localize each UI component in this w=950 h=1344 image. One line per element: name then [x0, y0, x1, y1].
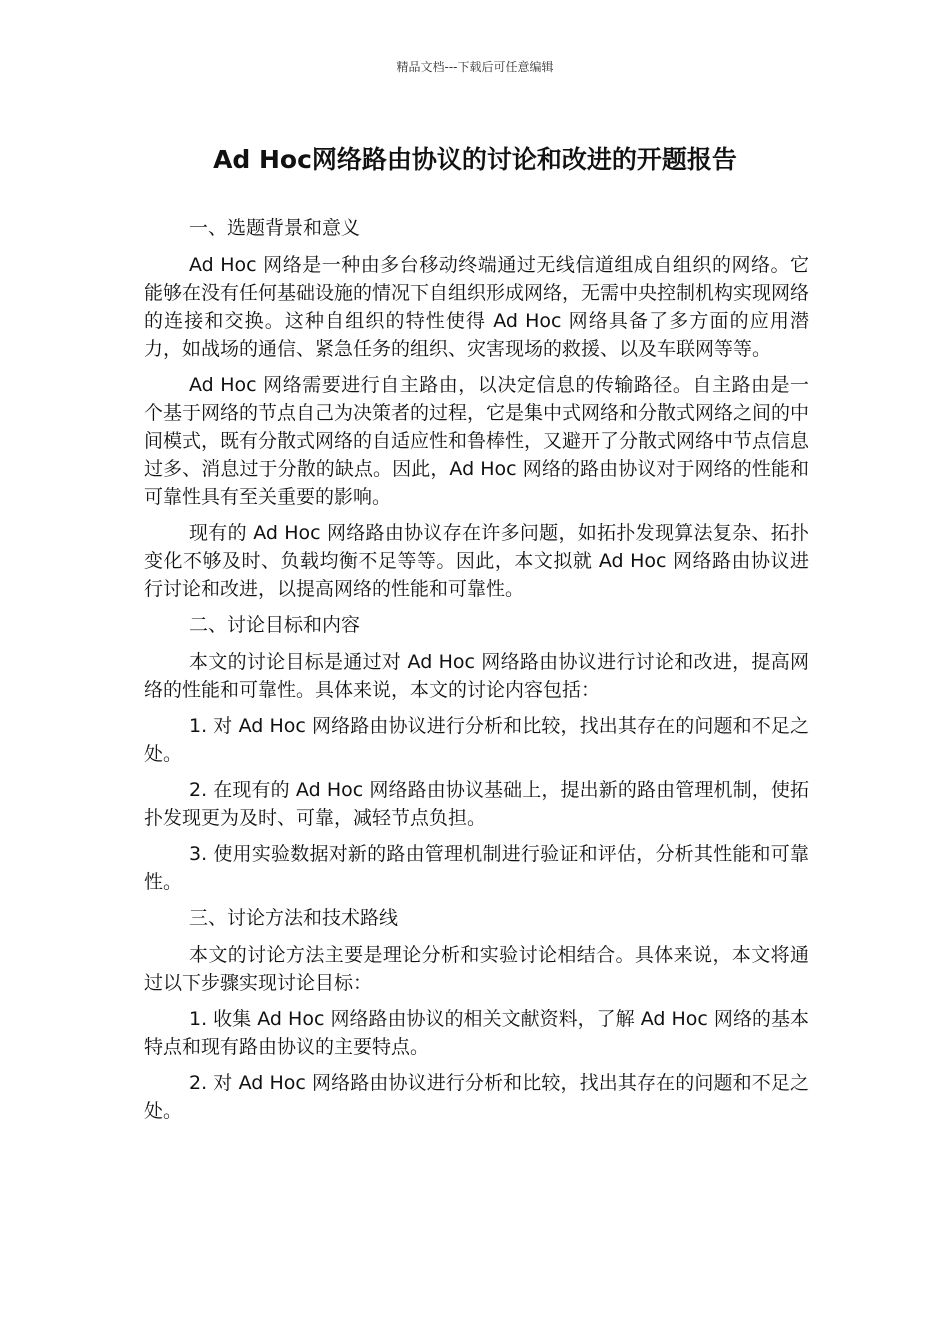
section-heading-background: 一、选题背景和意义	[189, 217, 361, 239]
section-heading-methods: 三、讨论方法和技术路线	[189, 907, 399, 929]
list-item-method-2: 2. 对 Ad Hoc 网络路由协议进行分析和比较，找出其存在的问题和不足之处。	[144, 1072, 809, 1122]
document-body	[144, 214, 809, 1133]
list-item-goal-3: 3. 使用实验数据对新的路由管理机制进行验证和评估，分析其性能和可靠性。	[144, 843, 809, 893]
paragraph-methods-intro: 本文的讨论方法主要是理论分析和实验讨论相结合。具体来说，本文将通过以下步骤实现讨论目标：	[144, 944, 809, 994]
document-title: Ad Hoc网络路由协议的讨论和改进的开题报告	[213, 145, 737, 174]
list-item-method-1: 1. 收集 Ad Hoc 网络路由协议的相关文献资料，了解 Ad Hoc 网络的基本特点和现有路由协议的主要特点。	[144, 1008, 809, 1058]
paragraph-background-1: Ad Hoc 网络是一种由多台移动终端通过无线信道组成自组织的网络。它能够在没有任何基础设施的情况下自组织形成网络，无需中央控制机构实现网络的连接和交换。这种自组织的特性使得 Ad Hoc 网络具备了多方面的应用潜力，如战场的通信、紧急任务的组织、灾害现场的救援、以及车联网等等。	[144, 254, 810, 360]
section-heading-goals: 二、讨论目标和内容	[189, 614, 361, 636]
header-note: 精品文档---下载后可任意编辑	[396, 60, 554, 74]
paragraph-goals-intro: 本文的讨论目标是通过对 Ad Hoc 网络路由协议进行讨论和改进，提高网络的性能和可靠性。具体来说，本文的讨论内容包括：	[144, 651, 809, 701]
list-item-goal-2: 2. 在现有的 Ad Hoc 网络路由协议基础上，提出新的路由管理机制，使拓扑发现更为及时、可靠，减轻节点负担。	[144, 779, 809, 829]
paragraph-background-3: 现有的 Ad Hoc 网络路由协议存在许多问题，如拓扑发现算法复杂、拓扑变化不够及时、负载均衡不足等等。因此，本文拟就 Ad Hoc 网络路由协议进行讨论和改进，以提高网络的性能和可靠性。	[144, 522, 809, 600]
paragraph-background-2: Ad Hoc 网络需要进行自主路由，以决定信息的传输路径。自主路由是一个基于网络的节点自己为决策者的过程，它是集中式网络和分散式网络之间的中间模式，既有分散式网络的自适应性和鲁棒性，又避开了分散式网络中节点信息过多、消息过于分散的缺点。因此，Ad Hoc 网络的路由协议对于网络的性能和可靠性具有至关重要的影响。	[144, 374, 810, 508]
list-item-goal-1: 1. 对 Ad Hoc 网络路由协议进行分析和比较，找出其存在的问题和不足之处。	[144, 715, 809, 765]
